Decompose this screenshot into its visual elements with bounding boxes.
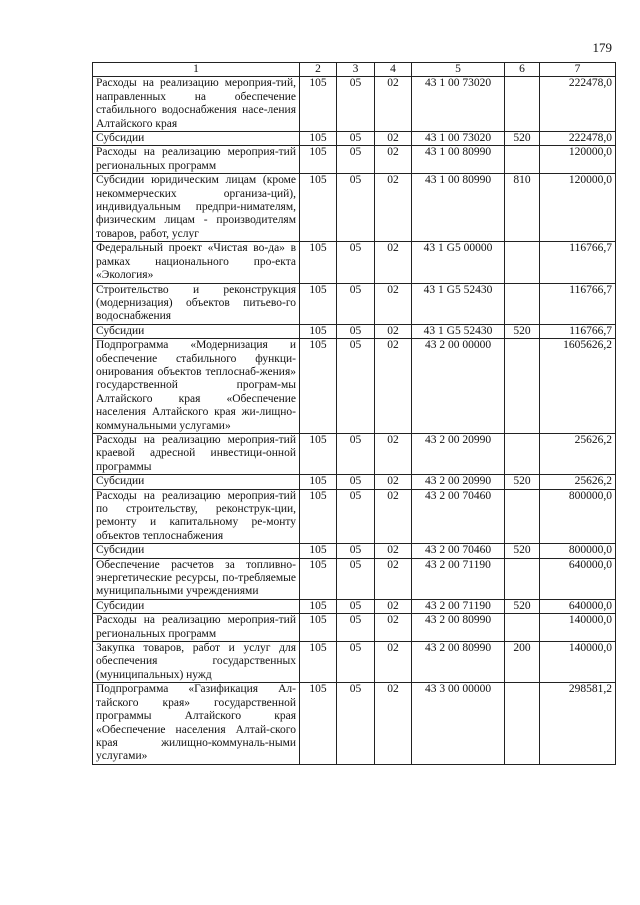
expense-name-cell: Субсидии (93, 132, 300, 146)
ministry-code-cell: 105 (300, 599, 337, 613)
target-article-cell: 43 1 00 73020 (412, 77, 505, 132)
target-article-cell: 43 1 G5 52430 (412, 324, 505, 338)
subsection-code-cell: 02 (375, 475, 412, 489)
section-code-cell: 05 (337, 242, 375, 283)
expense-name-cell: Расходы на реализацию мероприя-тий региональных программ (93, 614, 300, 642)
ministry-code-cell: 105 (300, 433, 337, 474)
expense-type-cell: 810 (505, 174, 540, 242)
target-article-cell: 43 2 00 71190 (412, 558, 505, 599)
column-header: 1 (93, 63, 300, 77)
target-article-cell: 43 1 00 73020 (412, 132, 505, 146)
expense-type-cell (505, 146, 540, 174)
subsection-code-cell: 02 (375, 558, 412, 599)
ministry-code-cell: 105 (300, 242, 337, 283)
expense-name-cell: Субсидии (93, 599, 300, 613)
section-code-cell: 05 (337, 77, 375, 132)
expense-name-cell: Расходы на реализацию мероприя-тий, направленных на обеспечение стабильного водоснабжения насе-ления Алтайского края (93, 77, 300, 132)
expense-name-cell: Строительство и реконструкция (модернизация) объектов питьево-го водоснабжения (93, 283, 300, 324)
target-article-cell: 43 2 00 71190 (412, 599, 505, 613)
amount-cell: 25626,2 (540, 433, 616, 474)
subsection-code-cell: 02 (375, 339, 412, 434)
amount-cell: 1605626,2 (540, 339, 616, 434)
table-row (93, 558, 616, 599)
subsection-code-cell: 02 (375, 174, 412, 242)
column-header: 3 (337, 63, 375, 77)
expense-type-cell (505, 283, 540, 324)
expense-name-cell: Подпрограмма «Газификация Ал-тайского края» государственной программы Алтайского края «Обеспечение населения Алтай-ского края жилищно-коммуналь-ными услугами» (93, 683, 300, 764)
section-code-cell: 05 (337, 132, 375, 146)
expense-name-cell: Закупка товаров, работ и услуг для обеспечения государственных (муниципальных) нужд (93, 642, 300, 683)
ministry-code-cell: 105 (300, 77, 337, 132)
subsection-code-cell: 02 (375, 146, 412, 174)
section-code-cell: 05 (337, 146, 375, 174)
ministry-code-cell: 105 (300, 339, 337, 434)
amount-cell: 25626,2 (540, 475, 616, 489)
amount-cell: 640000,0 (540, 599, 616, 613)
target-article-cell: 43 3 00 00000 (412, 683, 505, 764)
expense-name-cell: Расходы на реализацию мероприя-тий краевой адресной инвестици-онной программы (93, 433, 300, 474)
table-row (93, 77, 616, 132)
table-row (93, 614, 616, 642)
section-code-cell: 05 (337, 339, 375, 434)
expense-name-cell: Обеспечение расчетов за топливно-энергетические ресурсы, по-требляемые муниципальными учреждениями (93, 558, 300, 599)
amount-cell: 800000,0 (540, 489, 616, 544)
expense-type-cell: 520 (505, 475, 540, 489)
subsection-code-cell: 02 (375, 544, 412, 558)
ministry-code-cell: 105 (300, 132, 337, 146)
ministry-code-cell: 105 (300, 174, 337, 242)
section-code-cell: 05 (337, 283, 375, 324)
expense-name-cell: Субсидии юридическим лицам (кроме некоммерческих организа-ций), индивидуальным предпри-нимателям, физическим лицам - производителям товаров, работ, услуг (93, 174, 300, 242)
table-row (93, 475, 616, 489)
expense-type-cell (505, 77, 540, 132)
expense-name-cell: Подпрограмма «Модернизация и обеспечение стабильного функци-онирования объектов теплоснаб-жения» государственной програм-мы Алтайского края «Обеспечение населения Алтайского края жи-лищно-коммунальными услугами» (93, 339, 300, 434)
target-article-cell: 43 1 00 80990 (412, 174, 505, 242)
subsection-code-cell: 02 (375, 324, 412, 338)
section-code-cell: 05 (337, 599, 375, 613)
amount-cell: 140000,0 (540, 614, 616, 642)
table-row (93, 489, 616, 544)
section-code-cell: 05 (337, 324, 375, 338)
section-code-cell: 05 (337, 174, 375, 242)
subsection-code-cell: 02 (375, 433, 412, 474)
expense-type-cell (505, 433, 540, 474)
amount-cell: 298581,2 (540, 683, 616, 764)
ministry-code-cell: 105 (300, 146, 337, 174)
expense-name-cell: Субсидии (93, 544, 300, 558)
target-article-cell: 43 2 00 80990 (412, 642, 505, 683)
amount-cell: 800000,0 (540, 544, 616, 558)
table-row (93, 146, 616, 174)
section-code-cell: 05 (337, 489, 375, 544)
expense-type-cell: 200 (505, 642, 540, 683)
table-row (93, 174, 616, 242)
ministry-code-cell: 105 (300, 642, 337, 683)
subsection-code-cell: 02 (375, 489, 412, 544)
ministry-code-cell: 105 (300, 558, 337, 599)
subsection-code-cell: 02 (375, 132, 412, 146)
ministry-code-cell: 105 (300, 283, 337, 324)
expense-name-cell: Расходы на реализацию мероприя-тий по строительству, реконструк-ции, ремонту и капитальному ре-монту объектов теплоснабжения (93, 489, 300, 544)
page-number: 179 (592, 40, 612, 55)
table-row (93, 324, 616, 338)
expense-type-cell (505, 558, 540, 599)
target-article-cell: 43 2 00 70460 (412, 544, 505, 558)
subsection-code-cell: 02 (375, 77, 412, 132)
column-header: 4 (375, 63, 412, 77)
subsection-code-cell: 02 (375, 683, 412, 764)
expense-type-cell (505, 242, 540, 283)
target-article-cell: 43 2 00 20990 (412, 475, 505, 489)
table-row (93, 242, 616, 283)
table-row (93, 132, 616, 146)
target-article-cell: 43 2 00 80990 (412, 614, 505, 642)
header-row (93, 63, 616, 77)
subsection-code-cell: 02 (375, 642, 412, 683)
table-row (93, 599, 616, 613)
expense-name-cell: Федеральный проект «Чистая во-да» в рамках национального про-екта «Экология» (93, 242, 300, 283)
amount-cell: 120000,0 (540, 146, 616, 174)
column-header: 7 (540, 63, 616, 77)
section-code-cell: 05 (337, 433, 375, 474)
expense-type-cell: 520 (505, 544, 540, 558)
target-article-cell: 43 2 00 00000 (412, 339, 505, 434)
section-code-cell: 05 (337, 642, 375, 683)
ministry-code-cell: 105 (300, 614, 337, 642)
target-article-cell: 43 1 G5 00000 (412, 242, 505, 283)
target-article-cell: 43 2 00 70460 (412, 489, 505, 544)
target-article-cell: 43 1 00 80990 (412, 146, 505, 174)
table-row (93, 283, 616, 324)
amount-cell: 222478,0 (540, 132, 616, 146)
table-row (93, 544, 616, 558)
column-header: 5 (412, 63, 505, 77)
section-code-cell: 05 (337, 683, 375, 764)
amount-cell: 640000,0 (540, 558, 616, 599)
table-row (93, 339, 616, 434)
column-header: 6 (505, 63, 540, 77)
ministry-code-cell: 105 (300, 544, 337, 558)
expense-type-cell: 520 (505, 324, 540, 338)
amount-cell: 116766,7 (540, 242, 616, 283)
expense-type-cell: 520 (505, 132, 540, 146)
amount-cell: 116766,7 (540, 324, 616, 338)
budget-table (92, 62, 616, 765)
section-code-cell: 05 (337, 558, 375, 599)
subsection-code-cell: 02 (375, 283, 412, 324)
section-code-cell: 05 (337, 544, 375, 558)
table-row (93, 683, 616, 764)
table-row (93, 433, 616, 474)
expense-type-cell (505, 489, 540, 544)
expense-name-cell: Субсидии (93, 324, 300, 338)
target-article-cell: 43 2 00 20990 (412, 433, 505, 474)
target-article-cell: 43 1 G5 52430 (412, 283, 505, 324)
amount-cell: 120000,0 (540, 174, 616, 242)
ministry-code-cell: 105 (300, 324, 337, 338)
expense-type-cell (505, 614, 540, 642)
section-code-cell: 05 (337, 614, 375, 642)
ministry-code-cell: 105 (300, 475, 337, 489)
expense-name-cell: Расходы на реализацию мероприя-тий региональных программ (93, 146, 300, 174)
subsection-code-cell: 02 (375, 614, 412, 642)
amount-cell: 140000,0 (540, 642, 616, 683)
amount-cell: 222478,0 (540, 77, 616, 132)
ministry-code-cell: 105 (300, 489, 337, 544)
expense-type-cell: 520 (505, 599, 540, 613)
section-code-cell: 05 (337, 475, 375, 489)
ministry-code-cell: 105 (300, 683, 337, 764)
table-row (93, 642, 616, 683)
expense-name-cell: Субсидии (93, 475, 300, 489)
expense-type-cell (505, 683, 540, 764)
column-header: 2 (300, 63, 337, 77)
amount-cell: 116766,7 (540, 283, 616, 324)
expense-type-cell (505, 339, 540, 434)
subsection-code-cell: 02 (375, 599, 412, 613)
subsection-code-cell: 02 (375, 242, 412, 283)
